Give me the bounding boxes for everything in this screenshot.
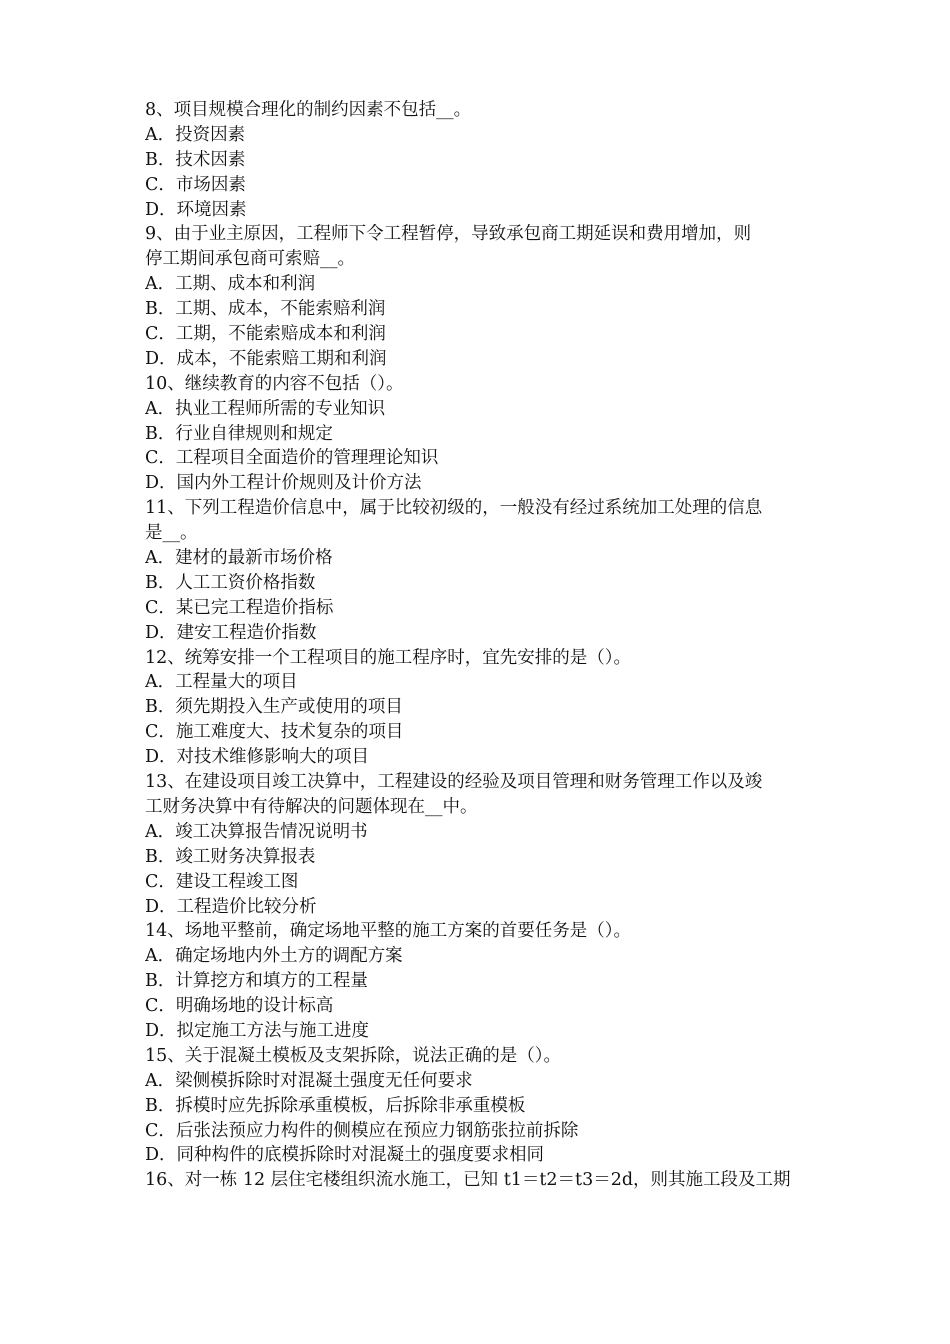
text-line: D．工程造价比较分析 (145, 896, 317, 917)
text-line: 12、统筹安排一个工程项目的施工程序时，宜先安排的是（）。 (145, 647, 632, 668)
text-line: 10、继续教育的内容不包括（）。 (145, 373, 404, 394)
text-line: D．环境因素 (145, 199, 247, 220)
text-line: C．施工难度大、技术复杂的项目 (145, 722, 404, 743)
text-line: 工财务决算中有待解决的问题体现在__中。 (145, 796, 478, 817)
text-line: 9、由于业主原因，工程师下令工程暂停，导致承包商工期延误和费用增加，则 (145, 224, 752, 245)
text-line: C．建设工程竣工图 (145, 871, 299, 892)
question-list (145, 98, 815, 1193)
text-line: C．某已完工程造价指标 (145, 597, 334, 618)
text-line: 15、关于混凝土模板及支架拆除，说法正确的是（）。 (145, 1045, 562, 1066)
text-line: B．须先期投入生产或使用的项目 (145, 697, 403, 718)
text-line: B．工期、成本，不能索赔利润 (145, 299, 386, 320)
text-line: D．成本，不能索赔工期和利润 (145, 348, 387, 369)
text-line: C．明确场地的设计标高 (145, 996, 334, 1017)
text-line: C．工期，不能索赔成本和利润 (145, 324, 386, 345)
text-line: A．投资因素 (145, 124, 246, 145)
text-line: 14、场地平整前，确定场地平整的施工方案的首要任务是（）。 (145, 921, 632, 942)
text-line: C．市场因素 (145, 174, 246, 195)
text-line: 停工期间承包商可索赔__。 (145, 249, 355, 270)
text-line: B．行业自律规则和规定 (145, 423, 333, 444)
text-line: D．拟定施工方法与施工进度 (145, 1020, 370, 1041)
text-line: B．人工工资价格指数 (145, 572, 316, 593)
text-line: A．工期、成本和利润 (145, 274, 316, 295)
text-line: 11、下列工程造价信息中，属于比较初级的，一般没有经过系统加工处理的信息 (145, 498, 763, 519)
text-line: 是__。 (145, 523, 198, 544)
text-line: C．后张法预应力构件的侧模应在预应力钢筋张拉前拆除 (145, 1120, 579, 1141)
text-line: 13、在建设项目竣工决算中，工程建设的经验及项目管理和财务管理工作以及竣 (145, 772, 763, 793)
text-line: A．确定场地内外土方的调配方案 (145, 946, 403, 967)
text-line: D．同种构件的底模拆除时对混凝土的强度要求相同 (145, 1145, 545, 1166)
text-line: D．建安工程造价指数 (145, 622, 317, 643)
text-line: B．拆模时应先拆除承重模板，后拆除非承重模板 (145, 1095, 526, 1116)
text-line: 16、对一栋 12 层住宅楼组织流水施工，已知 t1＝t2＝t3＝2d，则其施工段及工期 (145, 1170, 791, 1191)
text-line: B．技术因素 (145, 149, 246, 170)
text-line: D．对技术维修影响大的项目 (145, 747, 370, 768)
text-line: A．梁侧模拆除时对混凝土强度无任何要求 (145, 1070, 473, 1091)
text-line: A．竣工决算报告情况说明书 (145, 821, 368, 842)
text-line: C．工程项目全面造价的管理理论知识 (145, 448, 439, 469)
text-line: D．国内外工程计价规则及计价方法 (145, 473, 422, 494)
text-line: B．竣工财务决算报表 (145, 846, 316, 867)
text-line: 8、项目规模合理化的制约因素不包括__。 (145, 100, 472, 120)
text-line: B．计算挖方和填方的工程量 (145, 971, 368, 992)
text-line: A．建材的最新市场价格 (145, 548, 333, 569)
text-line: A．执业工程师所需的专业知识 (145, 398, 386, 419)
text-line: A．工程量大的项目 (145, 672, 298, 693)
